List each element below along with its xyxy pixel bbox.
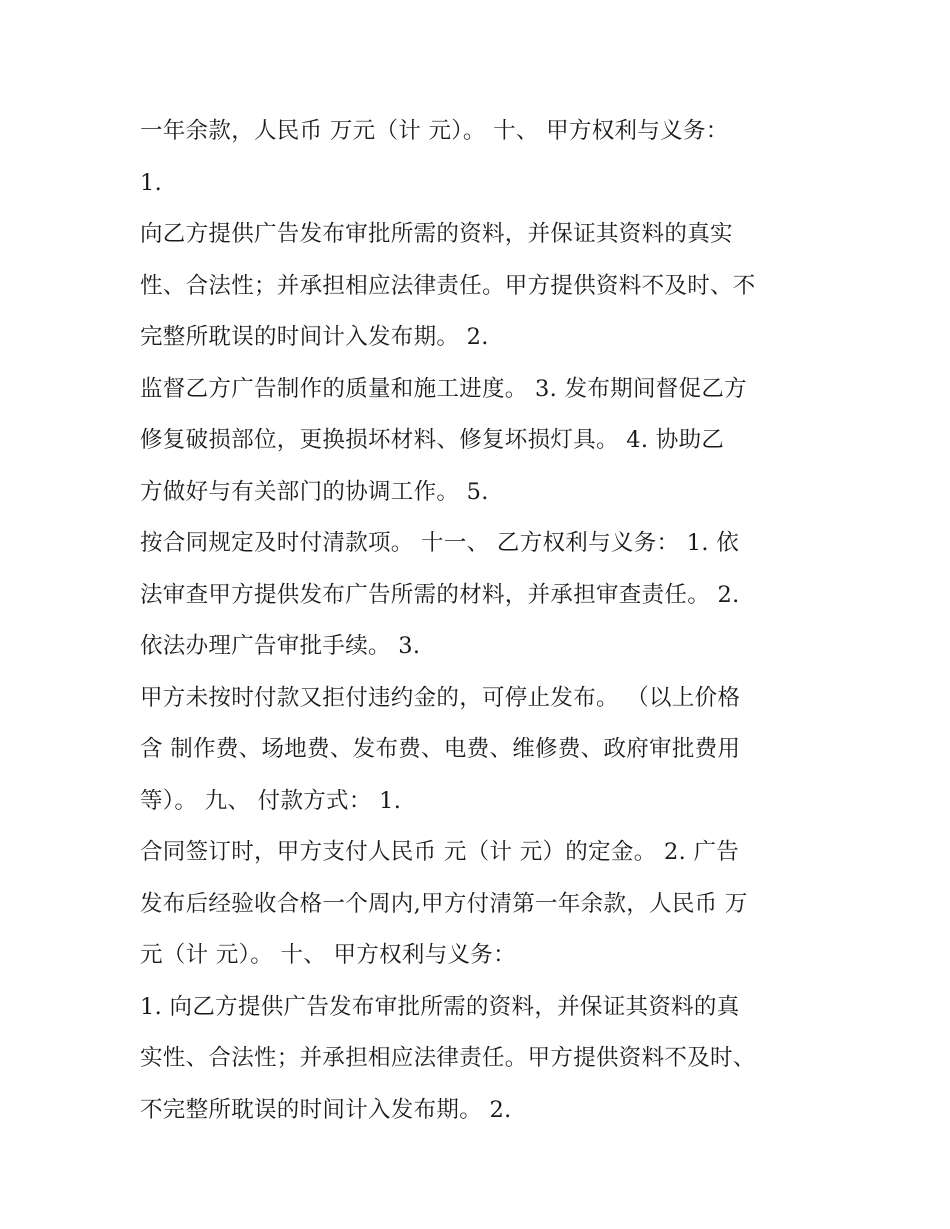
text-line: 法审查甲方提供发布广告所需的材料，并承担审查责任。 2. <box>140 581 740 608</box>
text-line: 性、合法性；并承担相应法律责任。甲方提供资料不及时、不 <box>140 272 756 299</box>
text-line: 向乙方提供广告发布审批所需的资料，并保证其资料的真实 <box>140 221 733 247</box>
text-line: 完整所耽误的时间计入发布期。 2. <box>140 324 489 350</box>
text-line: 实性、合法性；并承担相应法律责任。甲方提供资料不及时、 <box>140 1045 756 1071</box>
text-line: 不完整所耽误的时间计入发布期。 2. <box>140 1096 512 1123</box>
text-line: 元（计 元）。 十、 甲方权利与义务： <box>140 942 516 968</box>
text-line: 甲方未按时付款又拒付违约金的，可停止发布。 （以上价格 <box>140 684 741 711</box>
text-line: 等）。 九、 付款方式： 1. <box>140 787 402 814</box>
text-line: 方做好与有关部门的协调工作。 5. <box>140 478 489 505</box>
text-line: 1. 向乙方提供广告发布审批所需的资料，并保证其资料的真 <box>140 993 740 1020</box>
text-line: 监督乙方广告制作的质量和施工进度。 3. 发布期间督促乙方 <box>140 375 747 402</box>
text-line: 修复破损部位，更换损坏材料、修复坏损灯具。 4. 协助乙 <box>140 427 725 453</box>
text-line: 含 制作费、场地费、发布费、电费、维修费、政府审批费用 <box>140 736 741 762</box>
text-line: 1. <box>140 169 163 196</box>
text-line: 一年余款，人民币 万元（计 元）。 十、 甲方权利与义务： <box>140 118 729 144</box>
text-line: 依法办理广告审批手续。 3. <box>140 633 421 659</box>
text-line: 按合同规定及时付清款项。 十一、 乙方权利与义务： 1. 依 <box>140 530 740 556</box>
document-body <box>140 106 830 1136</box>
text-line: 发布后经验收合格一个周内,甲方付清第一年余款，人民币 万 <box>140 890 748 917</box>
text-line: 合同签订时，甲方支付人民币 元（计 元）的定金。 2. 广告 <box>140 839 740 865</box>
